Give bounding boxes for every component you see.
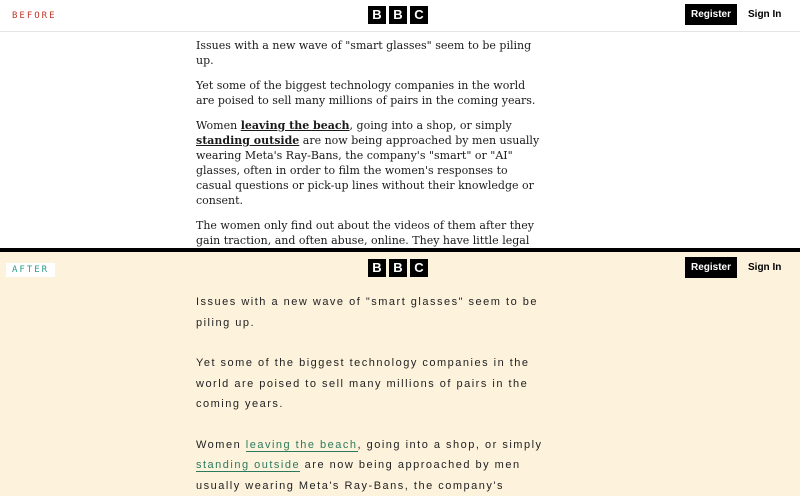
article-paragraph — [196, 118, 546, 208]
article-paragraph: Yet some of the biggest technology companies in the world are poised to sell many millions of pairs in the coming years. — [196, 79, 536, 107]
standing-outside-link[interactable]: standing outside — [196, 459, 301, 471]
bbc-logo-letter: B — [389, 6, 407, 24]
article-paragraph: Issues with a new wave of "smart glasses" seem to be piling up. — [196, 296, 538, 329]
after-panel — [0, 252, 800, 496]
paragraph-text: Women — [196, 438, 246, 451]
paragraph-text: are now being approached by men usually wearing Meta's Ray-Bans, the company's — [196, 459, 521, 492]
leaving-the-beach-link[interactable]: leaving the beach — [240, 119, 350, 132]
article-body — [196, 292, 548, 496]
paragraph-text: are now being approached by men usually wearing Meta's Ray-Bans, the company's "smart" or "AI" glasses, often in order to film the women's responses to casual questions or pick-up lines without their knowledge or consent. — [196, 134, 540, 207]
bbc-logo-letter: B — [389, 259, 407, 277]
sign-in-link[interactable]: Sign In — [748, 9, 782, 20]
article-body — [196, 38, 546, 248]
sign-in-link[interactable]: Sign In — [748, 262, 782, 273]
article-paragraph — [196, 218, 546, 248]
after-tag: AFTER — [6, 263, 55, 277]
bbc-logo-letter: C — [410, 259, 428, 277]
after-header — [0, 252, 800, 282]
paragraph-text: Women — [196, 119, 241, 132]
article-paragraph: Yet some of the biggest technology companies in the world are poised to sell many millions of pairs in the coming years. — [196, 357, 530, 410]
leaving-the-beach-link[interactable]: leaving the beach — [245, 438, 358, 451]
bbc-logo-letter: C — [410, 6, 428, 24]
paragraph-text: , going into a shop, or simply — [349, 119, 512, 132]
register-button[interactable]: Register — [685, 4, 737, 25]
bbc-logo-letter: B — [368, 259, 386, 277]
register-button[interactable]: Register — [685, 257, 737, 278]
bbc-logo[interactable] — [368, 259, 428, 277]
article-paragraph: Issues with a new wave of "smart glasses" seem to be piling up. — [196, 39, 532, 67]
article-paragraph — [196, 435, 548, 496]
paragraph-text: , going into a shop, or simply — [357, 438, 543, 451]
before-tag: BEFORE — [6, 9, 63, 23]
paragraph-text: The women only find out about the videos of them after they gain traction, and often abuse, online. They have little legal — [196, 219, 534, 247]
before-header — [0, 0, 800, 32]
bbc-logo[interactable] — [368, 6, 428, 24]
standing-outside-link[interactable]: standing outside — [196, 134, 300, 147]
bbc-logo-letter: B — [368, 6, 386, 24]
